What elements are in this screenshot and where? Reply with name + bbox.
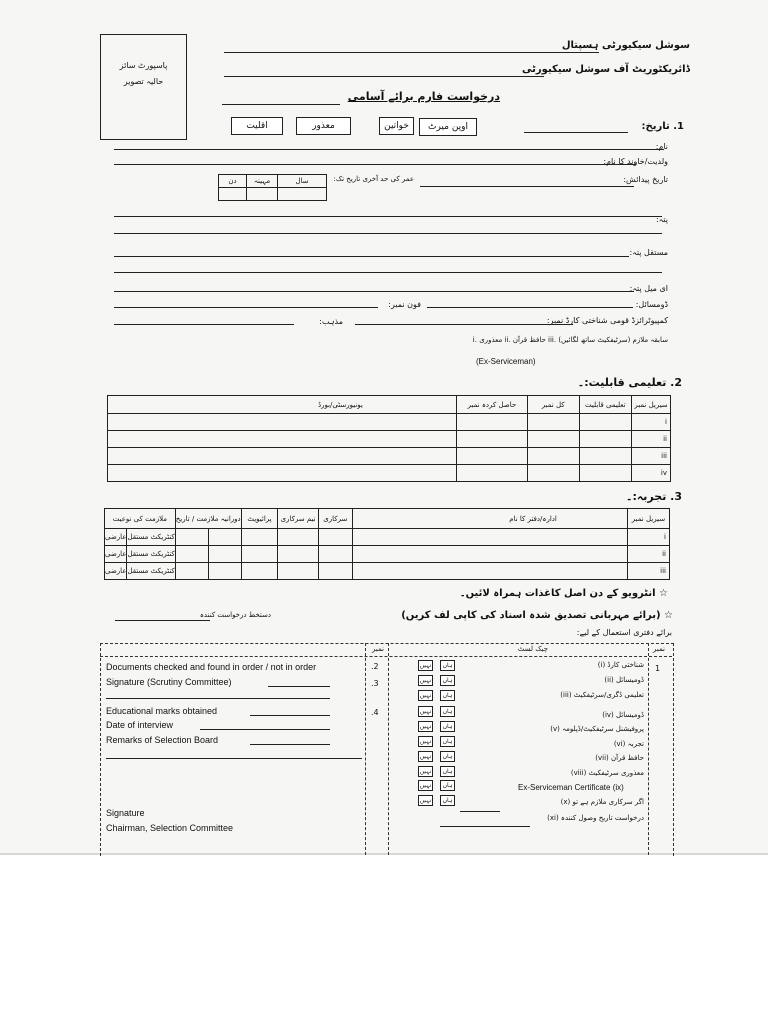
quota-disabled[interactable]: معذور: [296, 117, 351, 135]
address-label: پتہ:: [655, 215, 668, 224]
exp-type-temp: عارضی: [105, 529, 127, 546]
yes-box[interactable]: ہاں: [440, 706, 455, 717]
remarks-field-2[interactable]: [106, 758, 362, 759]
no-box[interactable]: نہیں: [419, 677, 432, 684]
photo-label-2: حالیہ تصویر: [123, 77, 164, 86]
chairman-signature: Signature: [106, 808, 145, 818]
email-label: ای میل پتہ:: [629, 284, 668, 293]
scrutiny-signature: Signature (Scrutiny Committee): [106, 677, 232, 687]
edu-row-serial: iv: [632, 465, 671, 482]
note-attested: ☆ (برائے مہربانی تصدیق شدہ اسناد کی کاپی لف کریں): [401, 610, 673, 621]
header-hospital: سوشل سیکیورٹی ہسپتال: [561, 40, 690, 51]
permanent-line-2[interactable]: [114, 272, 662, 273]
signature-line[interactable]: [115, 620, 210, 621]
exp-row-serial: iii: [627, 563, 669, 580]
yes-box[interactable]: ہاں: [440, 751, 455, 762]
office-header-line: [100, 656, 672, 657]
edu-row-serial: ii: [632, 431, 671, 448]
yes-box[interactable]: ہاں: [440, 690, 455, 701]
exp-header-nature: ملازمت کی نوعیت: [105, 509, 176, 529]
exp-type-permanent: مستقل: [127, 567, 149, 575]
header-line-2: [224, 76, 544, 77]
no-box[interactable]: نہیں: [419, 768, 432, 775]
checklist-item: (vii) حافظ قرآن: [595, 754, 644, 762]
office-col-num: نمبر: [372, 645, 384, 653]
exp-type-set: [127, 546, 175, 563]
exp-header-govt: سرکاری: [318, 509, 352, 529]
exp-row-serial: ii: [627, 546, 669, 563]
office-divider-3: [648, 643, 649, 855]
phone-field[interactable]: [114, 307, 378, 308]
checklist-item: (viii) معذوری سرٹیفکیٹ: [570, 769, 644, 777]
edu-header-obtained: حاصل کردہ نمبر: [457, 396, 528, 414]
cnic-label: کمپیوٹرائزڈ قومی شناختی کارڈ نمبر:: [546, 316, 668, 325]
exp-type-set: [127, 563, 175, 580]
interview-date-field[interactable]: [200, 729, 330, 730]
age-month: مہینہ: [247, 175, 278, 188]
age-table: [218, 174, 327, 201]
checklist-item: (ii) ڈومیسائل: [604, 676, 644, 684]
documents-checked: Documents checked and found in order / not in order: [106, 662, 317, 672]
exp-header-serial: سیریل نمبر: [627, 509, 669, 529]
date-label: 1. تاریخ:: [641, 121, 684, 132]
chairman-label: Chairman, Selection Committee: [106, 823, 234, 833]
office-num-3: .3: [371, 679, 379, 688]
dob-field[interactable]: [420, 186, 634, 187]
exp-header-semi: نیم سرکاری: [278, 509, 318, 529]
exp-header-period: دورانیہ ملازمت / تاریخ: [175, 509, 241, 529]
age-month-cell[interactable]: [247, 188, 278, 201]
permanent-line-1[interactable]: [114, 256, 629, 257]
ex-serviceman-label: (Ex-Serviceman): [476, 357, 536, 366]
note-interview: ☆ انٹرویو کے دن اصل کاغذات ہمراہ لائیں۔: [459, 588, 668, 599]
title-blank: [222, 104, 340, 105]
photo-box: [100, 34, 187, 140]
edu-header-total: کل نمبر: [527, 396, 579, 414]
edu-row-serial: iii: [632, 448, 671, 465]
no-box[interactable]: نہیں: [419, 782, 432, 789]
exp-row-serial: i: [627, 529, 669, 546]
edu-header-qualification: تعلیمی قابلیت: [579, 396, 631, 414]
checklist-item: (xi) درخواست تاریخ وصول کنندہ: [547, 814, 644, 822]
education-table: [107, 395, 671, 482]
checklist-blank[interactable]: [440, 826, 530, 827]
no-box[interactable]: نہیں: [419, 708, 432, 715]
age-day-cell[interactable]: [219, 188, 247, 201]
quota-minority[interactable]: اقلیت: [231, 117, 283, 135]
exp-header-private: پرائیویٹ: [241, 509, 278, 529]
cnic-field[interactable]: [355, 324, 573, 325]
yes-box[interactable]: ہاں: [440, 766, 455, 777]
checklist-item: (iv) ڈومیسائل: [602, 711, 644, 719]
yes-box[interactable]: ہاں: [440, 660, 455, 671]
office-col-no: نمبر: [653, 645, 665, 653]
checklist-blank[interactable]: [460, 811, 500, 812]
quota-open-merit[interactable]: اوپن میرٹ: [419, 118, 477, 136]
exp-type-temp: عارضی: [105, 546, 127, 563]
religion-field[interactable]: [114, 324, 294, 325]
no-box[interactable]: نہیں: [419, 797, 432, 804]
checklist-item: (vi) تجربہ: [613, 740, 644, 748]
selection-remarks: Remarks of Selection Board: [106, 735, 219, 745]
checklist-item: (x) اگر سرکاری ملازم ہے تو: [560, 798, 644, 806]
yes-box[interactable]: ہاں: [440, 780, 455, 791]
office-row-no: 1: [655, 664, 661, 673]
education-heading: 2. تعلیمی قابلیت:۔: [577, 376, 682, 389]
domicile-label: ڈومسائل:: [635, 300, 668, 309]
name-field[interactable]: [114, 149, 664, 150]
permanent-label: مستقل پتہ:: [629, 248, 668, 257]
office-num-2: .2: [371, 662, 379, 671]
yes-box[interactable]: ہاں: [440, 736, 455, 747]
quota-women[interactable]: خواتین: [379, 117, 414, 135]
checklist-item: (v) پروفیشنل سرٹیفکیٹ/ڈپلومہ: [550, 725, 644, 733]
interview-date: Date of interview: [106, 720, 174, 730]
phone-label: فون نمبر:: [388, 300, 421, 309]
edu-marks-field[interactable]: [250, 715, 330, 716]
yes-box[interactable]: ہاں: [440, 795, 455, 806]
edu-header-board: یونیورسٹی/بورڈ: [108, 396, 457, 414]
experience-heading: 3. تجربہ:۔: [626, 490, 682, 503]
father-label: ولدیت/خاوند کا نام:: [603, 157, 668, 166]
header-line-1: [224, 52, 599, 53]
office-divider-2: [388, 643, 389, 855]
date-field[interactable]: [524, 132, 628, 133]
no-box[interactable]: نہیں: [419, 753, 432, 760]
office-col-item: چیک لسٹ: [517, 645, 548, 653]
photo-label-1: پاسپورٹ سائز: [119, 61, 168, 70]
exp-type-contract: کنٹریکٹ: [150, 533, 175, 541]
exp-header-org: ادارہ/دفتر کا نام: [352, 509, 627, 529]
header-directorate: ڈائریکٹوریٹ آف سوشل سیکیورٹی: [522, 64, 690, 75]
exp-type-set: [127, 529, 175, 546]
yes-box[interactable]: ہاں: [440, 721, 455, 732]
age-year-cell[interactable]: [278, 188, 327, 201]
edu-row-serial: i: [632, 414, 671, 431]
no-box[interactable]: نہیں: [419, 723, 432, 730]
age-day: دن: [219, 175, 247, 188]
name-label: نام:: [655, 142, 668, 151]
exp-type-temp: عارضی: [105, 563, 127, 580]
father-field[interactable]: [114, 164, 636, 165]
domicile-field[interactable]: [427, 307, 633, 308]
checklist-item: (iii) تعلیمی ڈگری/سرٹیفکیٹ: [560, 691, 644, 699]
yes-box[interactable]: ہاں: [440, 675, 455, 686]
exp-type-contract: کنٹریکٹ: [150, 550, 175, 558]
office-use-note: برائے دفتری استعمال کے لیے:: [576, 628, 672, 637]
experience-table: [104, 508, 670, 580]
email-field[interactable]: [114, 291, 634, 292]
special-categories: i. معذوری ii. حافظ قرآن iii. سابقہ ملازم (سرٹیفکیٹ ساتھ لگائیں): [472, 336, 668, 344]
address-line-1[interactable]: [114, 216, 662, 217]
office-num-4: .4: [371, 708, 379, 717]
religion-label: مذہب:: [319, 317, 343, 326]
exp-type-contract: کنٹریکٹ: [150, 567, 175, 575]
edu-header-serial: سیریل نمبر: [632, 396, 671, 414]
exp-type-permanent: مستقل: [127, 533, 149, 541]
checklist-item: Ex-Serviceman Certificate (ix): [518, 783, 624, 792]
address-line-2[interactable]: [114, 233, 662, 234]
no-box[interactable]: نہیں: [419, 738, 432, 745]
dob-label: تاریخ پیدائش:: [623, 175, 668, 184]
age-note: عمر کی حد آخری تاریخ تک:: [333, 175, 414, 183]
no-box[interactable]: نہیں: [419, 662, 432, 669]
no-box[interactable]: نہیں: [419, 692, 432, 699]
remarks-field[interactable]: [250, 744, 330, 745]
edu-marks-obtained: Educational marks obtained: [106, 706, 218, 716]
office-divider-1: [365, 643, 366, 855]
scrutiny-field-2[interactable]: [106, 698, 330, 699]
exp-type-permanent: مستقل: [127, 550, 149, 558]
checklist-item: (i) شناختی کارڈ: [597, 661, 644, 669]
age-year: سال: [278, 175, 327, 188]
form-title: درخواست فارم برائے آسامی: [347, 90, 500, 103]
scrutiny-field[interactable]: [268, 686, 330, 687]
applicant-signature-label: دستخط درخواست کنندہ: [199, 611, 271, 619]
